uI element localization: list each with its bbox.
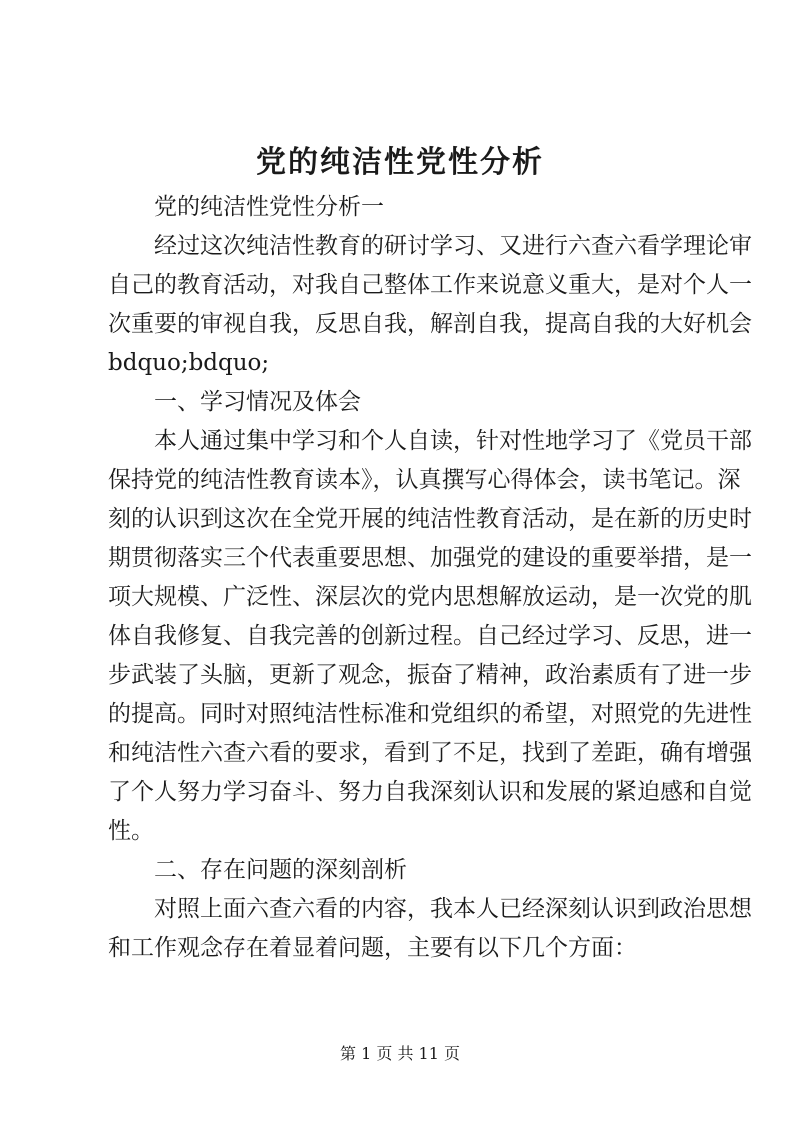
paragraph-line: bdquo;bdquo; bbox=[108, 350, 270, 376]
paragraph-line: 对照上面六查六看的内容，我本人已经深刻认识到政治思想 bbox=[154, 896, 752, 922]
paragraph-line: 次重要的审视自我，反思自我，解剖自我，提高自我的大好机会 bbox=[108, 311, 752, 337]
subtitle-line: 党的纯洁性党性分析一 bbox=[154, 194, 384, 220]
paragraph-line: 保持党的纯洁性教育读本》，认真撰写心得体会，读书笔记。深 bbox=[108, 467, 741, 493]
paragraph-line: 和工作观念存在着显着问题，主要有以下几个方面： bbox=[108, 935, 637, 961]
paragraph-line: 和纯洁性六查六看的要求，看到了不足，找到了差距，确有增强 bbox=[108, 740, 752, 766]
paragraph-line: 期贯彻落实三个代表重要思想、加强党的建设的重要举措，是一 bbox=[108, 545, 752, 571]
paragraph-3 bbox=[108, 890, 752, 968]
document-title: 党的纯洁性党性分析 bbox=[256, 145, 544, 180]
paragraph-line: 了个人努力学习奋斗、努力自我深刻认识和发展的紧迫感和自觉 bbox=[108, 779, 752, 805]
paragraph-2 bbox=[108, 422, 752, 851]
paragraph-line: 本人通过集中学习和个人自读，针对性地学习了《党员干部 bbox=[154, 428, 752, 454]
paragraph-line: 刻的认识到这次在全党开展的纯洁性教育活动，是在新的历史时 bbox=[108, 506, 752, 532]
paragraph-line: 体自我修复、自我完善的创新过程。自己经过学习、反思，进一 bbox=[108, 623, 752, 649]
section-heading-2: 二、存在问题的深刻剖析 bbox=[154, 857, 407, 883]
page-number-footer: 第 1 页 共 11 页 bbox=[340, 1044, 460, 1063]
paragraph-line: 性。 bbox=[108, 818, 154, 844]
paragraph-line: 经过这次纯洁性教育的研讨学习、又进行六查六看学理论审 bbox=[154, 233, 752, 259]
paragraph-line: 的提高。同时对照纯洁性标准和党组织的希望，对照党的先进性 bbox=[108, 701, 752, 727]
section-heading-1: 一、学习情况及体会 bbox=[154, 389, 361, 415]
paragraph-1 bbox=[108, 227, 752, 383]
document-body bbox=[108, 188, 752, 968]
paragraph-line: 项大规模、广泛性、深层次的党内思想解放运动，是一次党的肌 bbox=[108, 584, 752, 610]
paragraph-line: 步武装了头脑，更新了观念，振奋了精神，政治素质有了进一步 bbox=[108, 662, 752, 688]
paragraph-line: 自己的教育活动，对我自己整体工作来说意义重大，是对个人一 bbox=[108, 272, 752, 298]
